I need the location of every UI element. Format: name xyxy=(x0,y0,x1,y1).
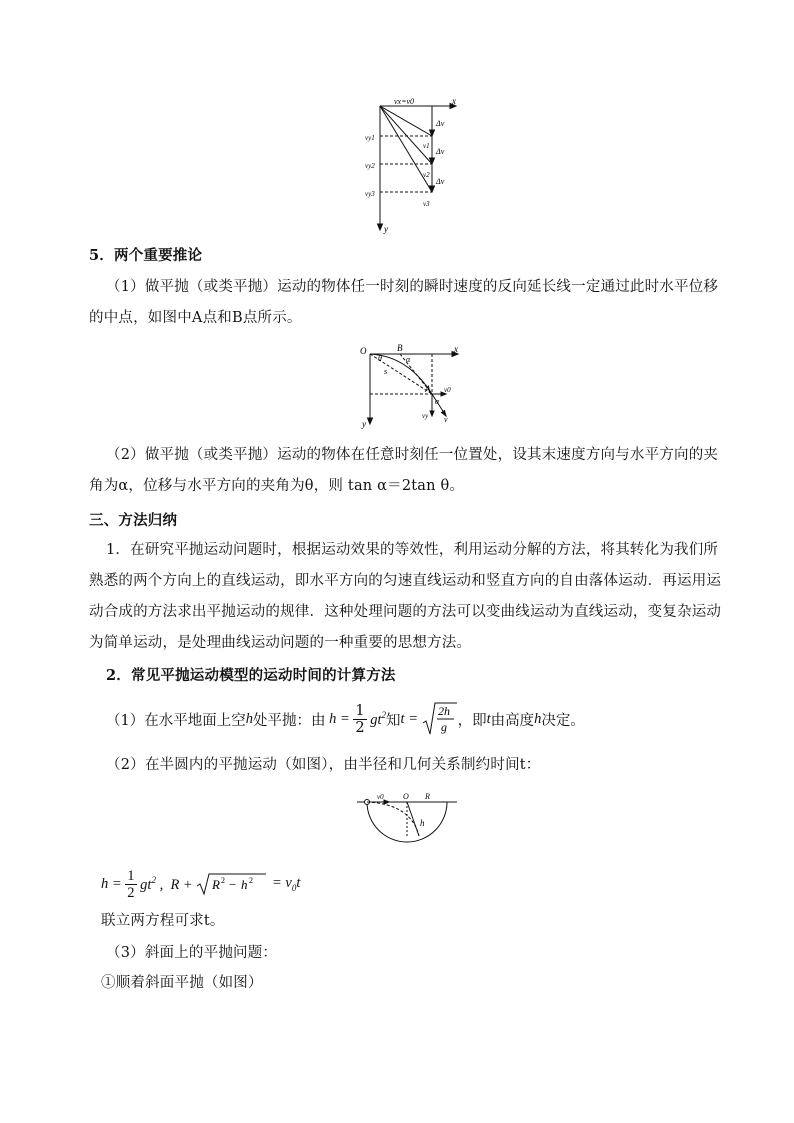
velocity-decomposition-figure xyxy=(360,98,470,238)
point-A-label: A xyxy=(425,384,431,394)
semicircle-figure xyxy=(355,790,460,852)
svg-text:−: − xyxy=(229,877,237,892)
vy3-label: vy3 xyxy=(365,190,375,198)
case3-sub1-line: ①顺着斜面平抛（如图） xyxy=(101,975,263,991)
case1-line: （1）在水平地面上空 h 处平抛：由 h = $\frac{1}{2}$ $gt^2$ 知 t = 2h g ，即 t 由高度 h 决定。 xyxy=(106,702,585,736)
section5-paragraph2: （2）做平抛（或类平抛）运动的物体在任意时刻任一位置处，设其末速度方向与水平方向的夹角为α，位移与水平方向的夹角为θ，则 tan α＝2tan θ。 xyxy=(89,447,719,494)
svg-text:g: g xyxy=(440,720,447,734)
joint-equations-line: 联立两方程可求t。 xyxy=(101,913,225,929)
projectile-midpoint-figure xyxy=(340,338,465,430)
svg-text:2: 2 xyxy=(221,876,226,885)
case2-line: （2）在半圆内的平抛运动（如图），由半径和几何关系制约时间t： xyxy=(106,757,541,773)
alpha-label-A: α xyxy=(435,397,440,406)
theta-label: θ xyxy=(378,354,382,363)
v0-label: v0 xyxy=(377,793,384,801)
method-heading2: 2．常见平抛运动模型的运动时间的计算方法 xyxy=(106,667,396,684)
s-label: s xyxy=(384,367,388,376)
dv-label-1: Δv xyxy=(436,119,445,128)
radius-R-label: R xyxy=(425,792,430,801)
y-axis-label: y xyxy=(362,419,366,429)
center-O-label: O xyxy=(403,792,409,801)
sqrt-R2-minus-h2 xyxy=(196,872,268,896)
sqrt-2h-over-g xyxy=(422,701,458,737)
semicircle-equations: h = $\frac{1}{2}$ $gt^2$ , R + R 2 − h 2 = $v_0t$ xyxy=(101,867,301,901)
dv-label-3: Δv xyxy=(436,177,445,186)
svg-text:h: h xyxy=(241,877,248,892)
section5-paragraph1: （1）做平抛（或类平抛）运动的物体任一时刻的瞬时速度的反向延长线一定通过此时水平位移的中点，如图中A点和B点所示。 xyxy=(89,279,719,326)
v3-label: v3 xyxy=(423,200,430,208)
height-h-label: h xyxy=(420,818,425,828)
vx-label: vx=v0 xyxy=(394,98,415,106)
case3-line: （3）斜面上的平抛问题： xyxy=(106,945,278,961)
origin-O-label: O xyxy=(360,346,367,356)
v-label: v xyxy=(444,415,448,424)
fraction-half: $\frac{1}{2}$ xyxy=(355,702,365,736)
y-axis-label: y xyxy=(384,224,388,234)
formula-h-eq: h = xyxy=(325,710,354,727)
svg-text:2h: 2h xyxy=(437,704,450,718)
x-axis-label: x xyxy=(454,344,458,354)
v0-label: v0 xyxy=(444,386,451,394)
x-axis-label: x xyxy=(452,98,456,106)
point-B-label: B xyxy=(397,343,403,353)
svg-text:R: R xyxy=(212,877,221,892)
dv-label-2: Δv xyxy=(436,147,445,156)
v2-label: v2 xyxy=(423,171,430,179)
v1-label: v1 xyxy=(423,142,430,150)
section5-heading: 5．两个重要推论 xyxy=(89,247,203,264)
svg-text:2: 2 xyxy=(249,876,254,885)
method-paragraph1: 1．在研究平抛运动问题时，根据运动效果的等效性，利用运动分解的方法，将其转化为我们所熟悉的两个方向上的直线运动，即水平方向的匀速直线运动和竖直方向的自由落体运动．再运用运动合成的方法求出平抛运动的规律．这种处理问题的方法可以变曲线运动为直线运动，变复杂运动为简单运动，是处理曲线运动问题的一种重要的思想方法。 xyxy=(89,542,722,651)
vy-label: vy xyxy=(422,412,429,420)
section3-heading: 三、方法归纳 xyxy=(89,512,178,529)
alpha-label-B: α xyxy=(406,355,411,364)
vy1-label: vy1 xyxy=(365,134,375,142)
vy2-label: vy2 xyxy=(365,162,375,170)
